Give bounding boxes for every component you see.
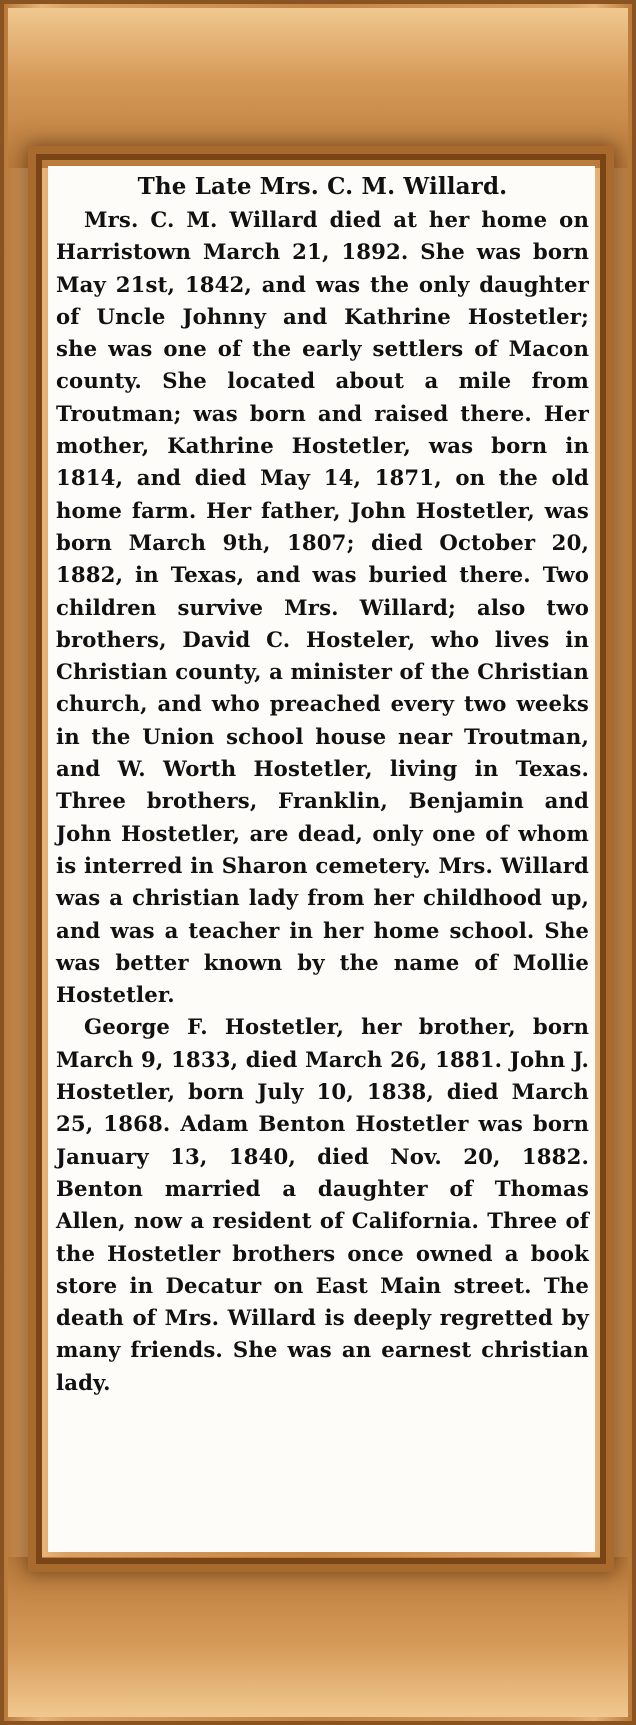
article-title: The Late Mrs. C. M. Willard.: [137, 173, 508, 200]
article-paragraph-2: George F. Hostetler, her brother, born March 9, 1833, died March 26, 1881. John J. Hostetler, born July 10, 1838, died March 25, 1868. Adam Benton Hostetler was born January 13, 1840, died Nov. 20, 1882. Benton married a daughter of Thomas Allen, now a resident of California. Three of the Hostetler brothers once owned a book store in Decatur on East Main street. The death of Mrs. Willard is deeply regretted by many friends. She was an earnest christian lady.: [56, 1014, 589, 1395]
article-paragraph-1: Mrs. C. M. Willard died at her home on Harristown March 21, 1892. She was born May 21st, 1842, and was the only daughter of Uncle Johnny and Kathrine Hostetler; she was one of the early settlers of Macon county. She located about a mile from Troutman; was born and raised there. Her mother, Kathrine Hostetler, was born in 1814, and died May 14, 1871, on the old home farm. Her father, John Hostetler, was born March 9th, 1807; died October 20, 1882, in Texas, and was buried there. Two children survive Mrs. Willard; also two brothers, David C. Hosteler, who lives in Christian county, a minister of the Christian church, and who preached every two weeks in the Union school house near Troutman, and W. Worth Hostetler, living in Texas. Three brothers, Franklin, Benjamin and John Hostetler, are dead, only one of whom is interred in Sharon cemetery. Mrs. Willard was a christian lady from her childhood up, and was a teacher in her home school. She was better known by the name of Mollie Hostetler.: [56, 207, 589, 1008]
newspaper-clipping: [48, 166, 595, 1552]
frame-bottom-rail: [8, 1557, 628, 1717]
frame-top-rail: [8, 8, 628, 168]
